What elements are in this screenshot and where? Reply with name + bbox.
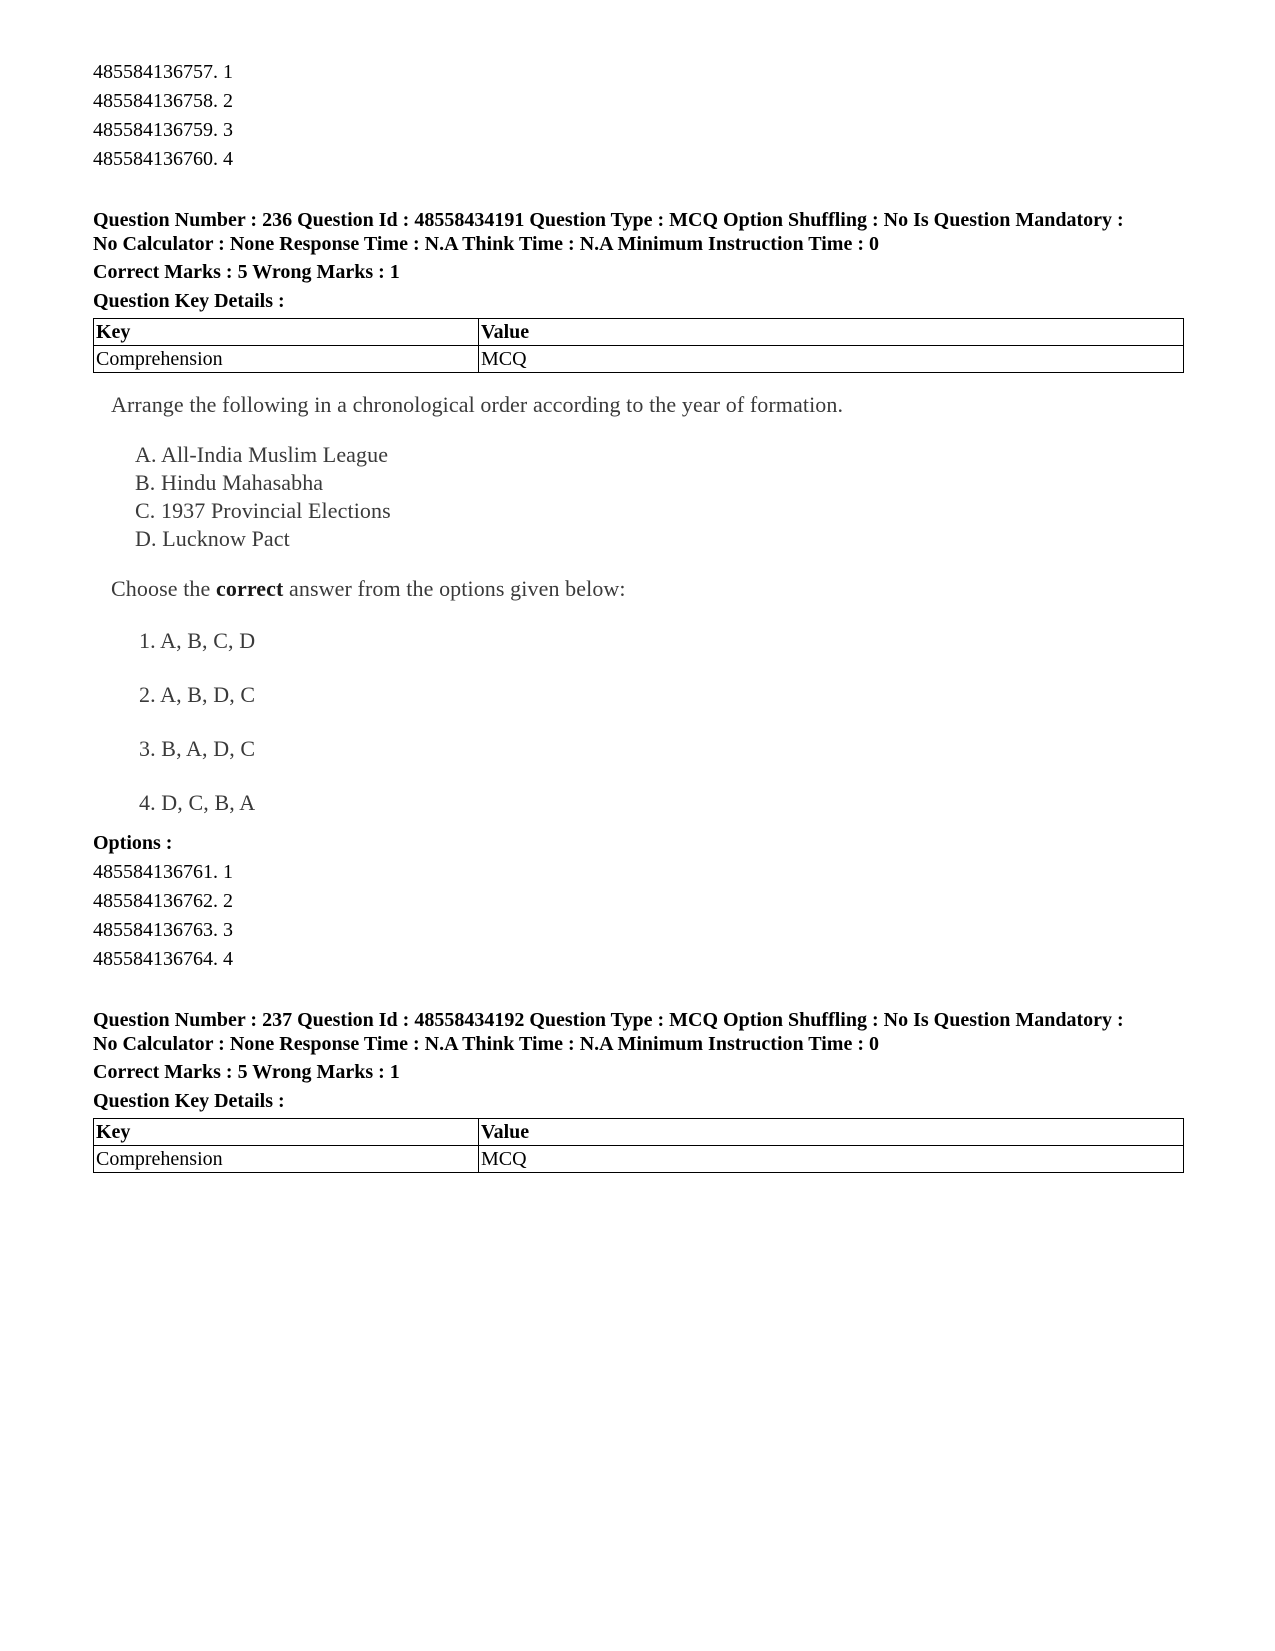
answer-choice: 1. A, B, C, D bbox=[139, 628, 256, 653]
table-header-key: Key bbox=[94, 1119, 479, 1146]
options-list bbox=[93, 858, 1183, 974]
key-details-label: Question Key Details : bbox=[93, 290, 285, 312]
option-line: 485584136761. 1 bbox=[93, 861, 233, 883]
question-meta-line-2: No Calculator : None Response Time : N.A Think Time : N.A Minimum Instruction Time : 0 bbox=[93, 233, 879, 255]
question-item: C. 1937 Provincial Elections bbox=[135, 498, 391, 523]
question-237 bbox=[93, 1008, 1183, 1173]
table-header-key: Key bbox=[94, 319, 479, 346]
option-line: 485584136758. 2 bbox=[93, 90, 233, 112]
question-stem: Arrange the following in a chronological order according to the year of formation. bbox=[111, 392, 844, 417]
answer-choice: 2. A, B, D, C bbox=[139, 682, 256, 707]
question-meta-line-1: Question Number : 237 Question Id : 48558434192 Question Type : MCQ Option Shuffling : No Is Question Mandatory : bbox=[93, 1009, 1124, 1031]
option-line: 485584136763. 3 bbox=[93, 919, 233, 941]
table-cell-value: MCQ bbox=[479, 1146, 1184, 1173]
choose-text-pre: Choose the bbox=[111, 576, 216, 601]
choose-text-bold: correct bbox=[215, 576, 284, 601]
table-header-value: Value bbox=[479, 1119, 1184, 1146]
option-line: 485584136760. 4 bbox=[93, 148, 233, 170]
option-line: 485584136757. 1 bbox=[93, 61, 233, 83]
marks-line: Correct Marks : 5 Wrong Marks : 1 bbox=[93, 261, 400, 283]
table-cell-key: Comprehension bbox=[94, 1146, 479, 1173]
question-meta-line-2: No Calculator : None Response Time : N.A Think Time : N.A Minimum Instruction Time : 0 bbox=[93, 1033, 879, 1055]
marks-line: Correct Marks : 5 Wrong Marks : 1 bbox=[93, 1061, 400, 1083]
table-row bbox=[94, 1146, 1184, 1173]
document-page bbox=[93, 58, 1183, 1173]
table-cell-value: MCQ bbox=[479, 346, 1184, 373]
question-236 bbox=[93, 208, 1183, 974]
key-details-table bbox=[93, 1118, 1184, 1173]
choose-instruction bbox=[111, 575, 1183, 603]
table-row bbox=[94, 346, 1184, 373]
question-items-list bbox=[135, 441, 1183, 553]
key-details-table bbox=[93, 318, 1184, 373]
table-header-row bbox=[94, 1119, 1184, 1146]
table-header-row bbox=[94, 319, 1184, 346]
options-label: Options : bbox=[93, 832, 173, 854]
key-details-label: Question Key Details : bbox=[93, 1090, 285, 1112]
option-line: 485584136759. 3 bbox=[93, 119, 233, 141]
choose-text-post: answer from the options given below: bbox=[283, 576, 626, 601]
answer-choices-list bbox=[139, 627, 1183, 817]
question-item: B. Hindu Mahasabha bbox=[135, 470, 324, 495]
table-header-value: Value bbox=[479, 319, 1184, 346]
answer-choice: 4. D, C, B, A bbox=[139, 790, 256, 815]
question-item: A. All-India Muslim League bbox=[135, 442, 389, 467]
question-meta-line-1: Question Number : 236 Question Id : 48558434191 Question Type : MCQ Option Shuffling : No Is Question Mandatory : bbox=[93, 209, 1124, 231]
answer-choice: 3. B, A, D, C bbox=[139, 736, 256, 761]
option-line: 485584136762. 2 bbox=[93, 890, 233, 912]
question-item: D. Lucknow Pact bbox=[135, 526, 290, 551]
table-cell-key: Comprehension bbox=[94, 346, 479, 373]
option-line: 485584136764. 4 bbox=[93, 948, 233, 970]
question-image bbox=[111, 391, 1183, 817]
previous-options-list bbox=[93, 58, 1183, 174]
